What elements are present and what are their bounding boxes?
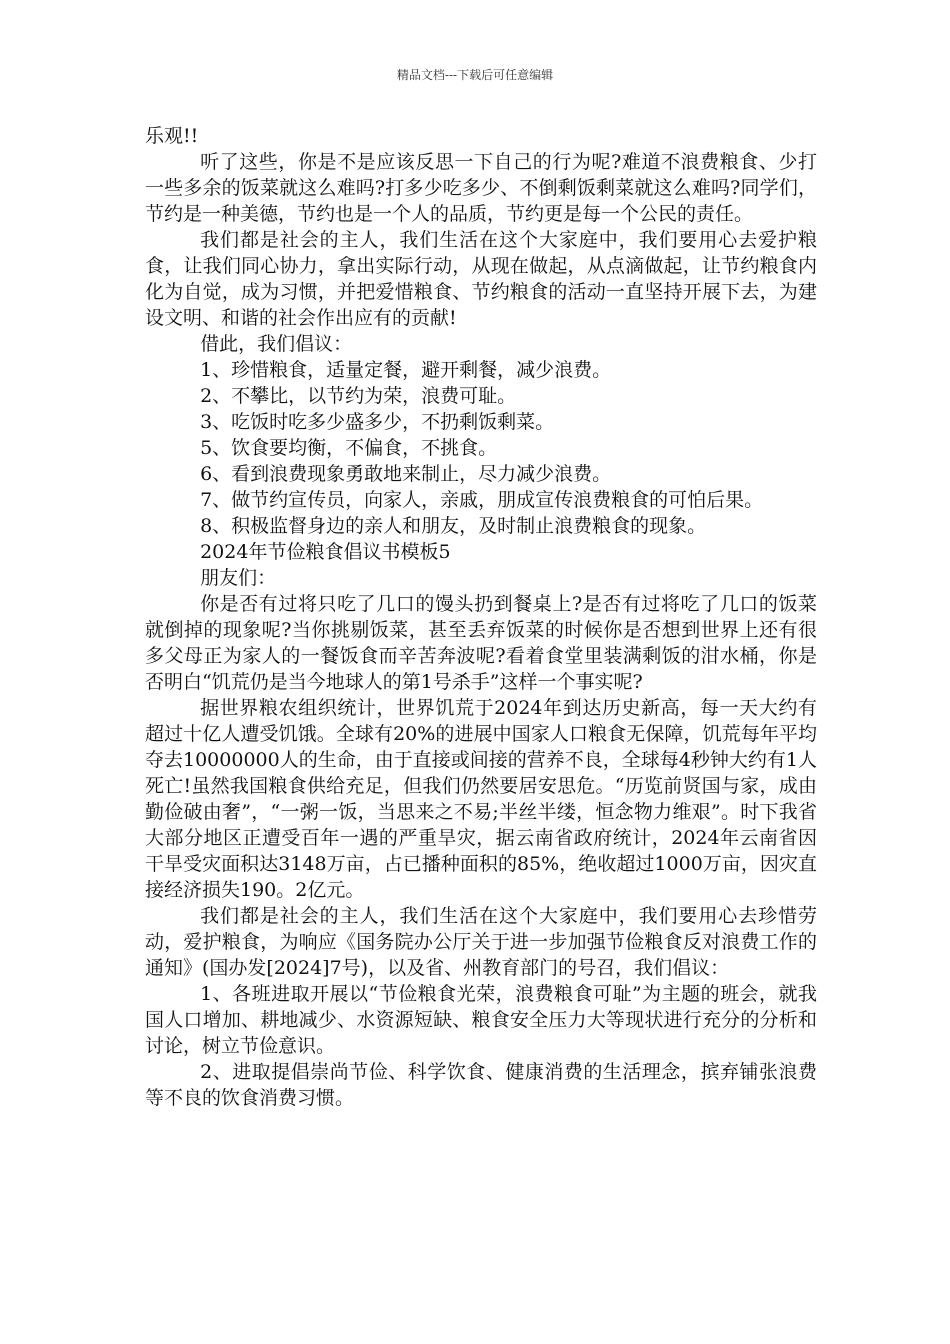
paragraph: 听了这些，你是不是应该反思一下自己的行为呢?难道不浪费粮食、少打一些多余的饭菜就这么难吗?打多少吃多少、不倒剩饭剩菜就这么难吗?同学们，节约是一种美德，节约也是一个人的品质，节约更是每一个公民的责任。	[145, 151, 817, 225]
paragraph: 据世界粮农组织统计，世界饥荒于2024年到达历史新高，每一天大约有超过十亿人遭受饥饿。全球有20%的进展中国家人口粮食无保障，饥荒每年平均夺去10000000人的生命，由于直接或间接的营养不良，全球每4秒钟大约有1人死亡!虽然我国粮食供给充足，但我们仍然要居安思危。“历览前贤国与家，成由勤俭破由奢”，“一粥一饭，当思来之不易;半丝半缕，恒念物力维艰”。时下我省大部分地区正遭受百年一遇的严重旱灾，据云南省政府统计，2024年云南省因干旱受灾面积达3148万亩，占已播种面积的85%，绝收超过1000万亩，因灾直接经济损失190。2亿元。	[145, 697, 817, 901]
list-item: 1、各班进取开展以“节俭粮食光荣，浪费粮食可耻”为主题的班会，就我国人口增加、耕地减少、水资源短缺、粮食安全压力大等现状进行充分的分析和讨论，树立节俭意识。	[145, 983, 817, 1057]
document-body	[145, 123, 817, 1111]
list-item: 8、积极监督身边的亲人和朋友，及时制止浪费粮食的现象。	[200, 515, 707, 537]
list-item: 6、看到浪费现象勇敢地来制止，尽力减少浪费。	[200, 463, 612, 485]
paragraph: 我们都是社会的主人，我们生活在这个大家庭中，我们要用心去爱护粮食，让我们同心协力，拿出实际行动，从现在做起，从点滴做起，让节约粮食内化为自觉，成为习惯，并把爱惜粮食、节约粮食的活动一直坚持开展下去，为建设文明、和谐的社会作出应有的贡献!	[145, 229, 817, 329]
salutation: 朋友们：	[200, 567, 277, 589]
list-item: 7、做节约宣传员，向家人，亲戚，朋成宣传浪费粮食的可怕后果。	[200, 489, 764, 511]
list-item: 2、不攀比，以节约为荣，浪费可耻。	[200, 385, 517, 407]
list-item: 5、饮食要均衡，不偏食，不挑食。	[200, 437, 498, 459]
paragraph: 我们都是社会的主人，我们生活在这个大家庭中，我们要用心去珍惜劳动，爱护粮食，为响应《国务院办公厅关于进一步加强节俭粮食反对浪费工作的通知》(国办发[2024]7号)，以及省、州教育部门的号召，我们倡议：	[145, 905, 817, 979]
list-item: 3、吃饭时吃多少盛多少，不扔剩饭剩菜。	[200, 411, 555, 433]
section-title: 2024年节俭粮食倡议书模板5	[200, 541, 451, 563]
list-item: 2、进取提倡崇尚节俭、科学饮食、健康消费的生活理念，摈弃铺张浪费等不良的饮食消费习惯。	[145, 1061, 817, 1109]
page-header: 精品文档---下载后可任意编辑	[396, 68, 554, 82]
list-item: 1、珍惜粮食，适量定餐，避开剩餐，减少浪费。	[200, 359, 612, 381]
paragraph: 你是否有过将只吃了几口的馒头扔到餐桌上?是否有过将吃了几口的饭菜就倒掉的现象呢?当你挑剔饭菜，甚至丢弃饭菜的时候你是否想到世界上还有很多父母正为家人的一餐饭食而辛苦奔波呢?看着食堂里装满剩饭的泔水桶，你是否明白“饥荒仍是当今地球人的第1号杀手”这样一个事实呢?	[145, 593, 817, 693]
paragraph: 乐观!!	[145, 125, 199, 147]
paragraph: 借此，我们倡议：	[200, 333, 353, 355]
